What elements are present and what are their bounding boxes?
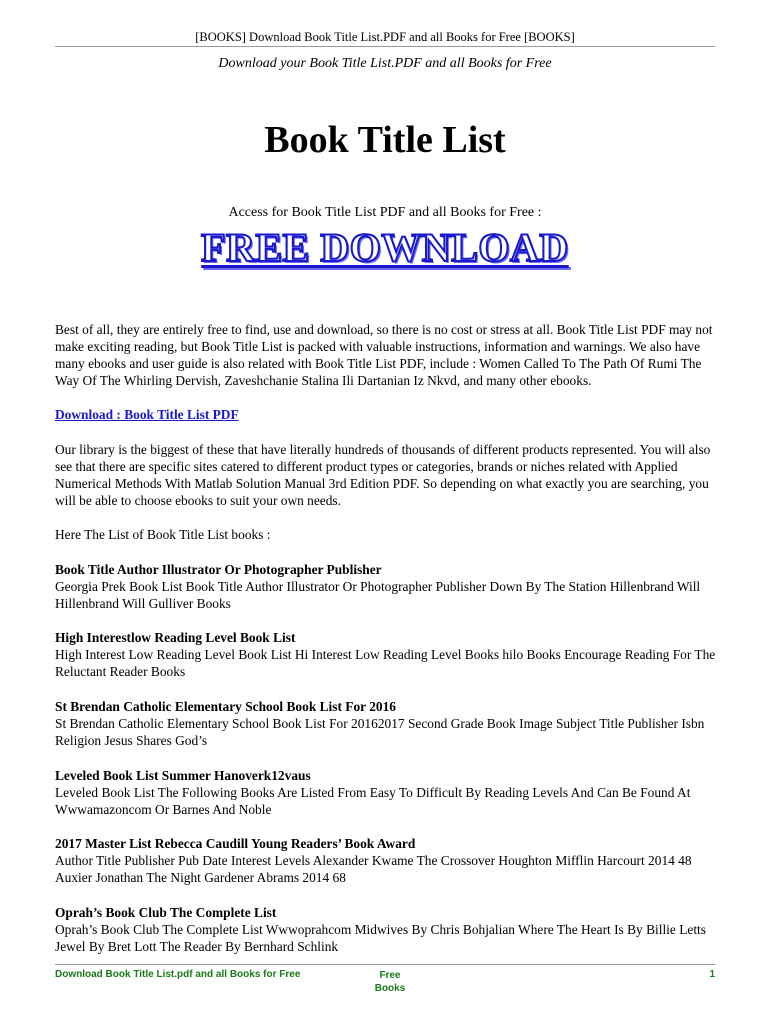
footer-divider [55, 964, 715, 965]
library-paragraph: Our library is the biggest of these that have literally hundreds of thousands of different products represented. You will also see that there are specific sites catered to different product types or categories, brands or niches related with Applied Numerical Methods With Matlab Solution Manual 3rd Edition PDF. So depending on what exactly you are searching, you will be able to choose ebooks to suit your own needs. [55, 442, 711, 508]
book-title: 2017 Master List Rebecca Caudill Young Readers’ Book Award [55, 836, 416, 851]
book-description: Georgia Prek Book List Book Title Author Illustrator Or Photographer Publisher Down By The Station Hillenbrand Will Hillenbrand Will Gulliver Books [55, 579, 701, 611]
book-entry [55, 904, 717, 955]
book-description: High Interest Low Reading Level Book List Hi Interest Low Reading Level Books hilo Books Encourage Reading For The Reluctant Reader Books [55, 647, 716, 679]
book-entry [55, 698, 717, 749]
book-description: St Brendan Catholic Elementary School Book List For 20162017 Second Grade Book Image Subject Title Publisher Isbn Religion Jesus Shares God’s [55, 716, 705, 748]
book-entry [55, 767, 717, 818]
footer-books-label: Books [374, 983, 406, 994]
intro-paragraph: Best of all, they are entirely free to find, use and download, so there is no cost or stress at all. Book Title List PDF may not make exciting reading, but Book Title List is packed with valuable instructions, information and warnings. We also have many ebooks and user guide is also related with Book Title List PDF, include : Women Called To The Path Of Rumi The Way Of The Whirling Dervish, Zaveshchanie Stalina Ili Dartanian Iz Nkvd, and many other ebooks. [55, 322, 713, 388]
list-intro: Here The List of Book Title List books : [55, 527, 271, 542]
download-pdf-link[interactable]: Download : Book Title List PDF [55, 407, 239, 422]
book-title: St Brendan Catholic Elementary School Book List For 2016 [55, 699, 396, 714]
book-entry [55, 561, 717, 612]
free-download-link[interactable]: FREE DOWNLOAD [201, 225, 569, 270]
footer-free-books[interactable] [360, 969, 420, 995]
page-number: 1 [709, 969, 715, 980]
book-description: Author Title Publisher Pub Date Interest Levels Alexander Kwame The Crossover Houghton Mifflin Harcourt 2014 48 Auxier Jonathan The Night Gardener Abrams 2014 68 [55, 853, 692, 885]
footer-link[interactable]: Download Book Title List.pdf and all Books for Free [55, 969, 301, 980]
book-title: Book Title Author Illustrator Or Photographer Publisher [55, 562, 382, 577]
book-entry [55, 629, 717, 680]
footer-free-label: Free [379, 970, 401, 981]
header-top-line: [BOOKS] Download Book Title List.PDF and all Books for Free [BOOKS] [195, 30, 575, 44]
book-description: Oprah’s Book Club The Complete List Wwwoprahcom Midwives By Chris Bohjalian Where The Heart Is By Billie Letts Jewel By Bret Lott The Reader By Bernhard Schlink [55, 922, 706, 954]
access-text: Access for Book Title List PDF and all Books for Free : [228, 205, 542, 220]
book-title: High Interestlow Reading Level Book List [55, 630, 296, 645]
header-divider [55, 46, 715, 47]
book-title: Leveled Book List Summer Hanoverk12vaus [55, 768, 311, 783]
book-description: Leveled Book List The Following Books Are Listed From Easy To Difficult By Reading Levels And Can Be Found At Wwwamazoncom Or Barnes And Noble [55, 785, 691, 817]
book-entry [55, 835, 717, 886]
book-title: Oprah’s Book Club The Complete List [55, 905, 277, 920]
page-title: Book Title List [264, 119, 506, 161]
header-subtitle: Download your Book Title List.PDF and all Books for Free [218, 56, 552, 71]
